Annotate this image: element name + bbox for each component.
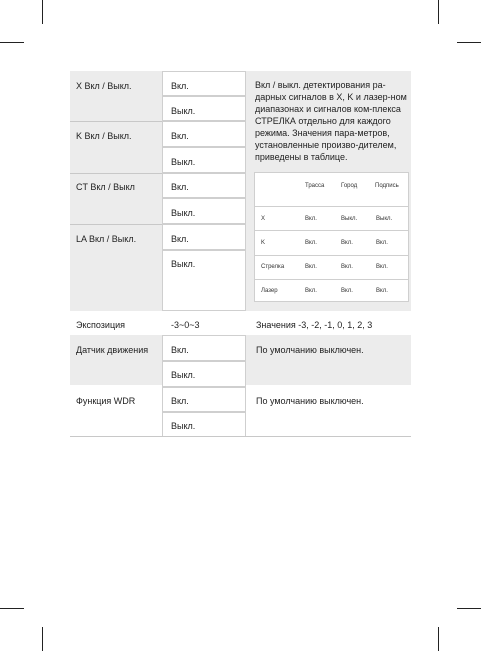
crop-mark-bottom-left-vertical — [42, 627, 43, 651]
crop-mark-top-right-vertical — [438, 0, 439, 24]
option-off: Выкл. — [171, 370, 196, 380]
separator — [70, 436, 411, 437]
crop-mark-top-right-horizontal — [457, 42, 481, 43]
setting-label-motion: Датчик движения — [76, 345, 149, 355]
table-row-label: X — [261, 216, 266, 222]
option-off: Выкл. — [171, 259, 196, 269]
table-cell: Выкл. — [376, 216, 393, 222]
table-divider — [255, 230, 408, 231]
option-off: Выкл. — [171, 208, 196, 218]
wdr-description: По умолчанию выключен. — [256, 396, 364, 406]
exposure-range: -3~0~3 — [171, 320, 200, 330]
option-on: Вкл. — [171, 131, 189, 141]
table-cell: Вкл. — [305, 216, 317, 222]
table-row-label: Стрелка — [261, 264, 285, 270]
option-on: Вкл. — [171, 396, 189, 406]
radar-description: Вкл / выкл. детектирования ра- дарных сигналов в X, K и лазер-ном диапазонах и сигналов ком-плекса СТРЕЛКА отдельно для каждого режима. Значения пара-метров, установленные произво-дителем, приведены в таблице. — [255, 80, 407, 162]
table-cell: Вкл. — [341, 288, 353, 294]
table-cell: Вкл. — [305, 288, 317, 294]
table-header: Город — [341, 183, 358, 189]
crop-mark-top-left-vertical — [42, 0, 43, 24]
table-cell: Вкл. — [376, 264, 388, 270]
table-cell: Вкл. — [305, 264, 317, 270]
crop-mark-bottom-left-horizontal — [0, 608, 24, 609]
setting-label-k: K Вкл / Выкл. — [76, 131, 132, 141]
option-on: Вкл. — [171, 345, 189, 355]
setting-label-la: LA Вкл / Выкл. — [76, 234, 137, 244]
setting-label-ct: CT Вкл / Выкл — [76, 182, 135, 192]
option-off: Выкл. — [171, 421, 196, 431]
table-divider — [255, 206, 408, 207]
separator — [70, 173, 162, 174]
table-divider — [255, 279, 408, 280]
table-cell: Выкл. — [341, 216, 358, 222]
separator — [70, 224, 162, 225]
defaults-table — [254, 172, 409, 302]
table-row-label: K — [261, 240, 266, 246]
option-on: Вкл. — [171, 182, 189, 192]
setting-label-x: X Вкл / Выкл. — [76, 81, 132, 91]
table-cell: Вкл. — [305, 240, 317, 246]
table-cell: Вкл. — [341, 264, 353, 270]
option-on: Вкл. — [171, 81, 189, 91]
table-cell: Вкл. — [376, 288, 388, 294]
crop-mark-bottom-right-horizontal — [457, 608, 481, 609]
crop-mark-bottom-right-vertical — [438, 627, 439, 651]
table-header: Подпись — [375, 183, 399, 189]
setting-label-exposure: Экспозиция — [76, 320, 125, 330]
table-row-label: Лазер — [261, 288, 278, 294]
exposure-description: Значения -3, -2, -1, 0, 1, 2, 3 — [256, 320, 373, 330]
option-off: Выкл. — [171, 106, 196, 116]
table-cell: Вкл. — [341, 240, 353, 246]
separator — [70, 121, 162, 122]
crop-mark-top-left-horizontal — [0, 42, 24, 43]
table-cell: Вкл. — [376, 240, 388, 246]
table-divider — [255, 255, 408, 256]
option-off: Выкл. — [171, 157, 196, 167]
table-header: Трасса — [305, 183, 325, 189]
option-on: Вкл. — [171, 234, 189, 244]
setting-label-wdr: Функция WDR — [76, 396, 136, 406]
motion-description: По умолчанию выключен. — [256, 345, 364, 355]
